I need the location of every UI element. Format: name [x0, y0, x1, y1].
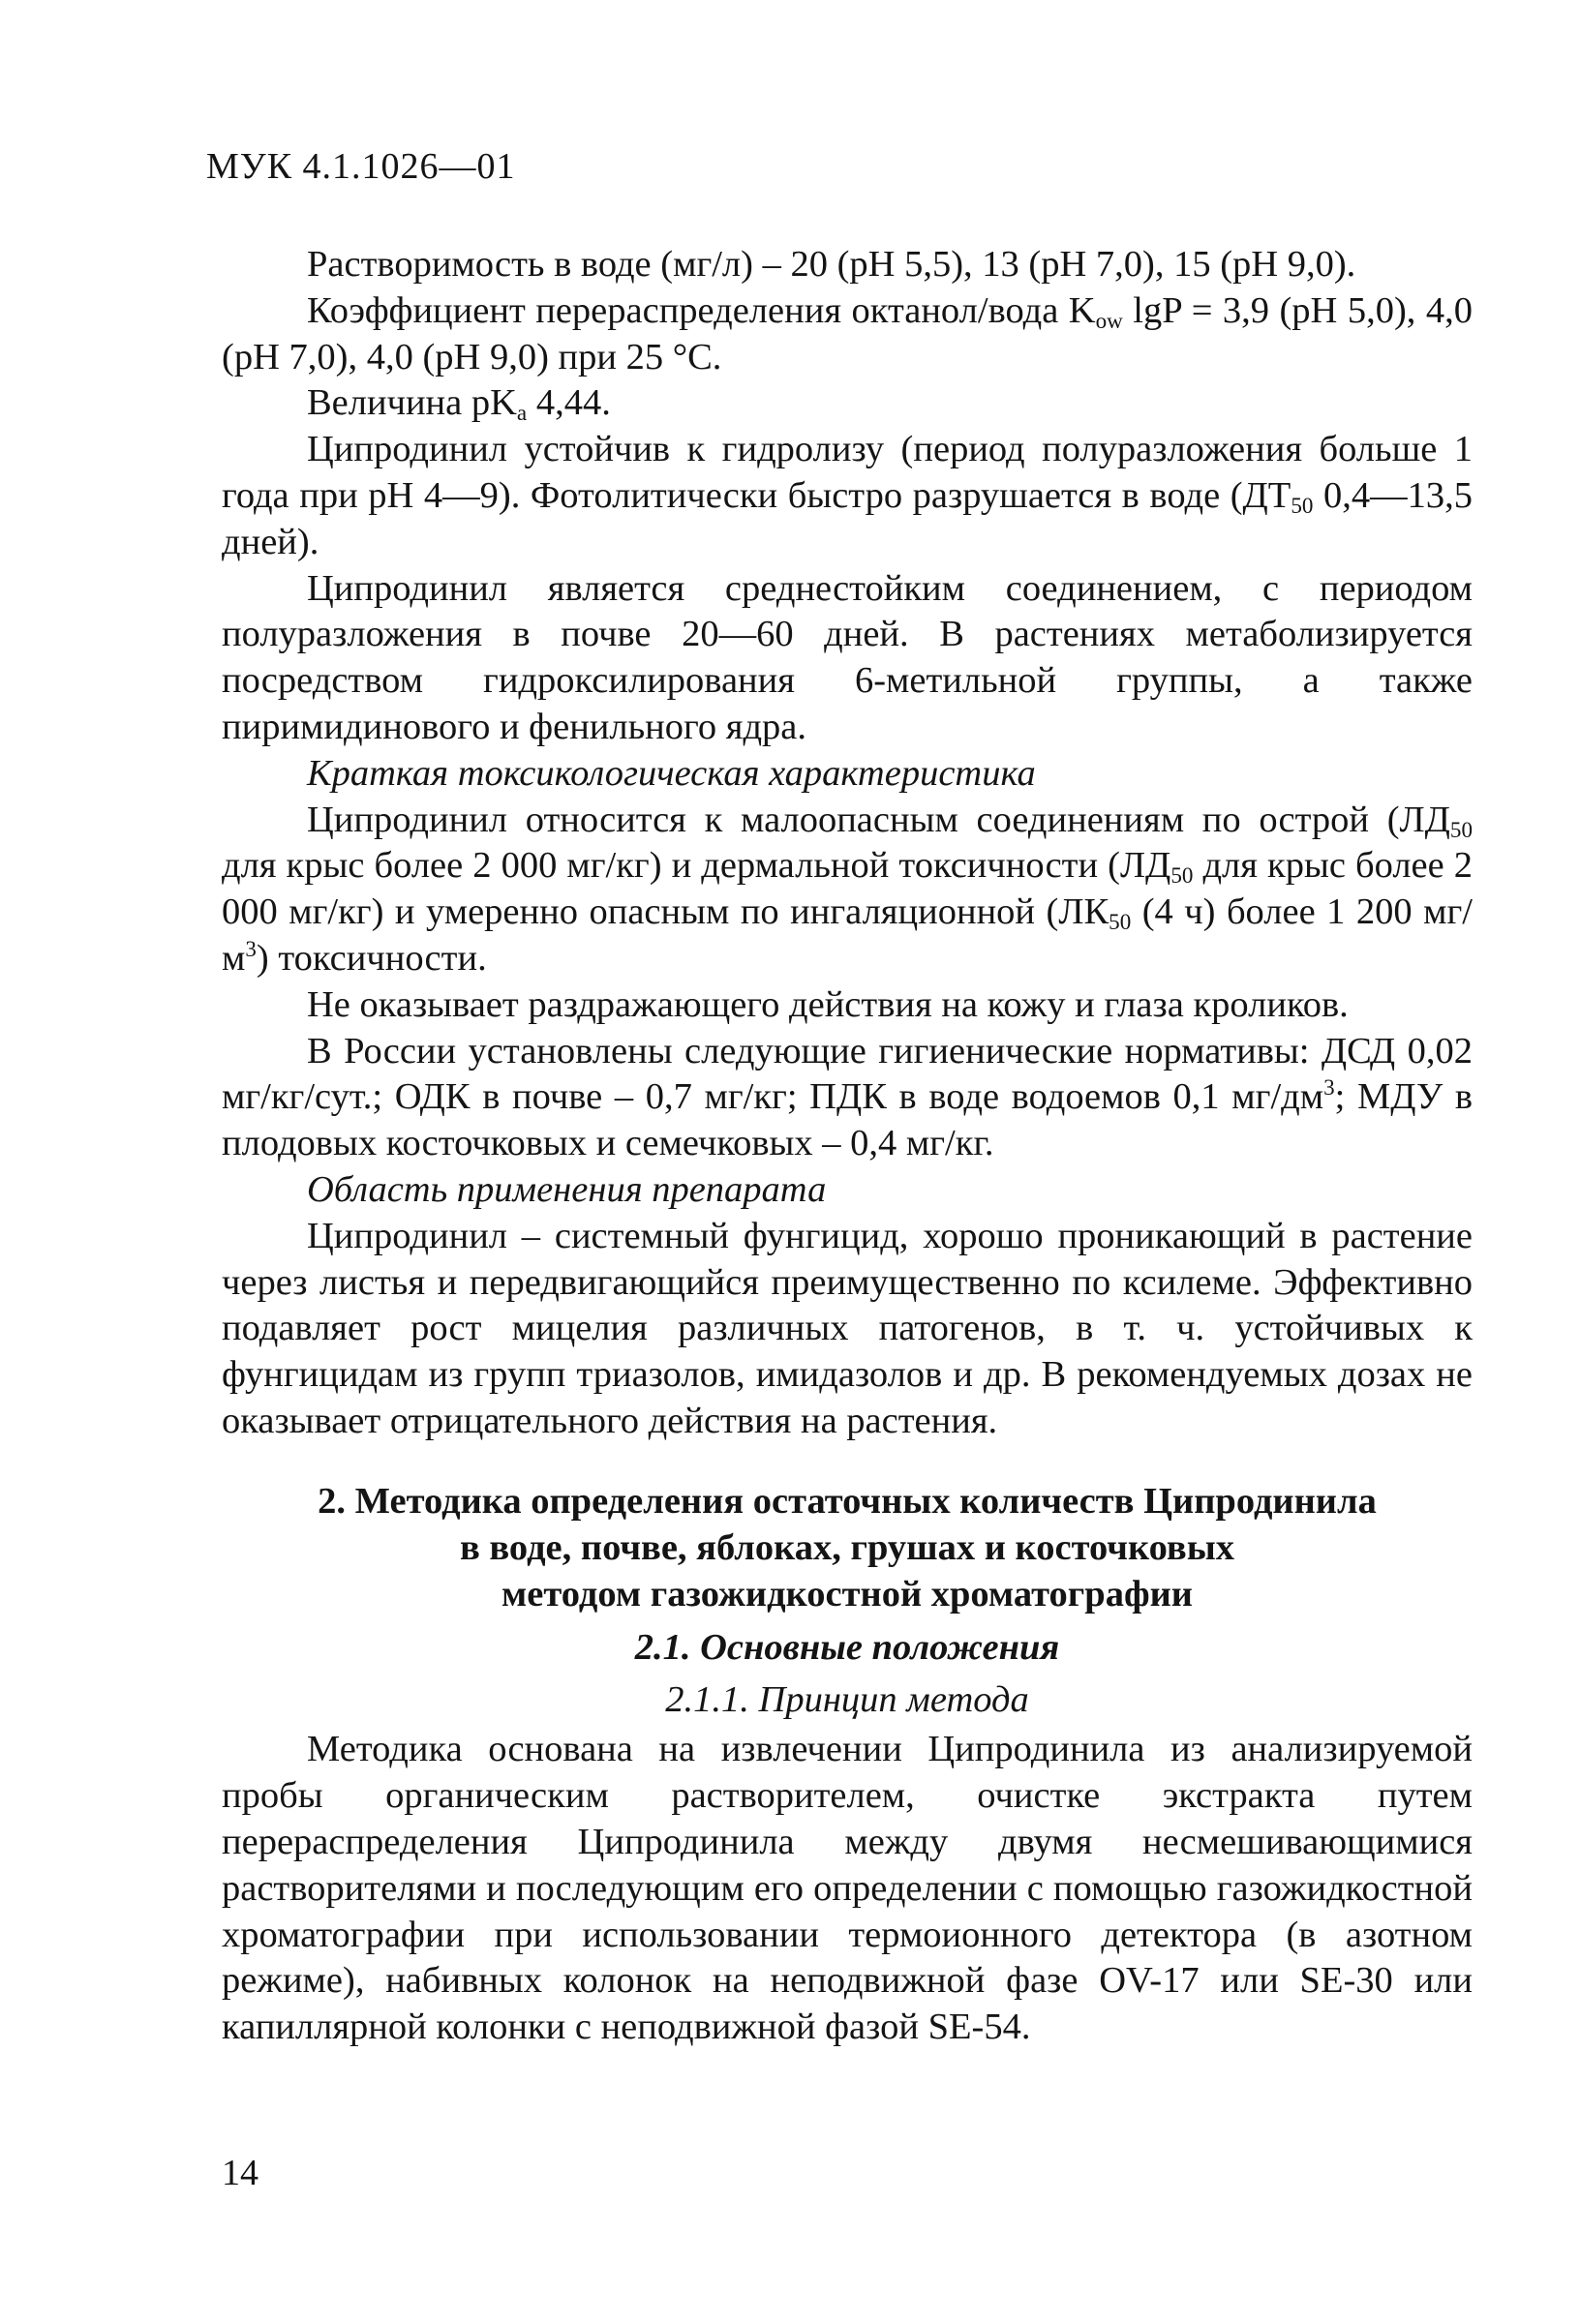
- paragraph-irritation: Не оказывает раздражающего действия на кожу и глаза кроликов.: [307, 983, 1349, 1025]
- paragraph-toxicity: Ципродинил относится к малоопасным соединениям по острой ($ЛД_{50}$ для крыс более 2 000 мг/кг) и дермальной токсичности ($ЛД_{50}$ для крыс более 2 000 мг/кг) и умеренно опасным по ингаляционной ($ЛК_{50}$ (4 ч) более 1 200 $мг/м^3$) токсичности.: [222, 799, 1474, 979]
- subsubsection-title-principle: 2.1.1. Принцип метода: [665, 1678, 1029, 1720]
- paragraph-application: Ципродинил – системный фунгицид, хорошо проникающий в растение через листья и передвигающийся преимущественно по ксилеме. Эффективно подавляет рост мицелия различных патогенов, в т. ч. устойчивых к фунгицидам из групп триазолов, имидазолов и др. В рекомендуемых дозах не оказывает отрицательного действия на растения.: [222, 1215, 1473, 1441]
- paragraph-pka: Величина $pK_a$ 4,44.: [307, 382, 611, 426]
- paragraph-solubility: Растворимость в воде (мг/л) – 20 (pH 5,5), 13 (pH 7,0), 15 (pH 9,0).: [307, 244, 1356, 285]
- subsection-title-basics: 2.1. Основные положения: [634, 1626, 1060, 1668]
- heading-toxicology: Краткая токсикологическая характеристика: [307, 752, 1036, 794]
- page-number: 14: [222, 2153, 258, 2193]
- paragraph-principle: Методика основана на извлечении Ципродинила из анализируемой пробы органическим растворителем, очистке экстракта путем перераспределения Ципродинила между двумя несмешивающимися растворителями и последующим его определении с помощью газожидкостной хроматографии при использовании термоионного детектора (в азотном режиме), набивных колонок на неподвижной фазе OV-17 или SE-30 или капиллярной колонки с неподвижной фазой SE-54.: [222, 1729, 1473, 2048]
- document-body: [222, 242, 1473, 2051]
- paragraph-partition-coefficient: Коэффициент перераспределения октанол/вода $K_{ow}$ lgP = 3,9 (pH 5,0), 4,0 (pH 7,0), 4,0 (pH 9,0) при 25 °C.: [222, 289, 1473, 377]
- paragraph-hygienic-norms: В России установлены следующие гигиенические нормативы: ДСД 0,02 мг/кг/сут.; ОДК в почве – 0,7 мг/кг; ПДК в воде водоемов 0,1 $мг/дм^3$; МДУ в плодовых косточковых и семечковых – 0,4 мг/кг.: [222, 1030, 1473, 1164]
- heading-application: Область применения препарата: [307, 1168, 827, 1210]
- paragraph-soil-persistence: Ципродинил является среднестойким соединением, с периодом полуразложения в почве 20—60 дней. В растениях метаболизируется посредством гидроксилирования 6-метильной группы, а также пиримидинового и фенильного ядра.: [222, 567, 1473, 747]
- document-code-header: МУК 4.1.1026—01: [206, 146, 516, 187]
- paragraph-hydrolysis: Ципродинил устойчив к гидролизу (период полуразложения больше 1 года при pH 4—9). Фотолитически быстро разрушается в воде ($ДТ_{50}$ 0,4—13,5 дней).: [222, 429, 1473, 562]
- section-title-method: 2. Методика определения остаточных количеств Ципродинила в воде, почве, яблоках, грушах и косточковых методом газожидкостной хроматографии: [318, 1480, 1377, 1615]
